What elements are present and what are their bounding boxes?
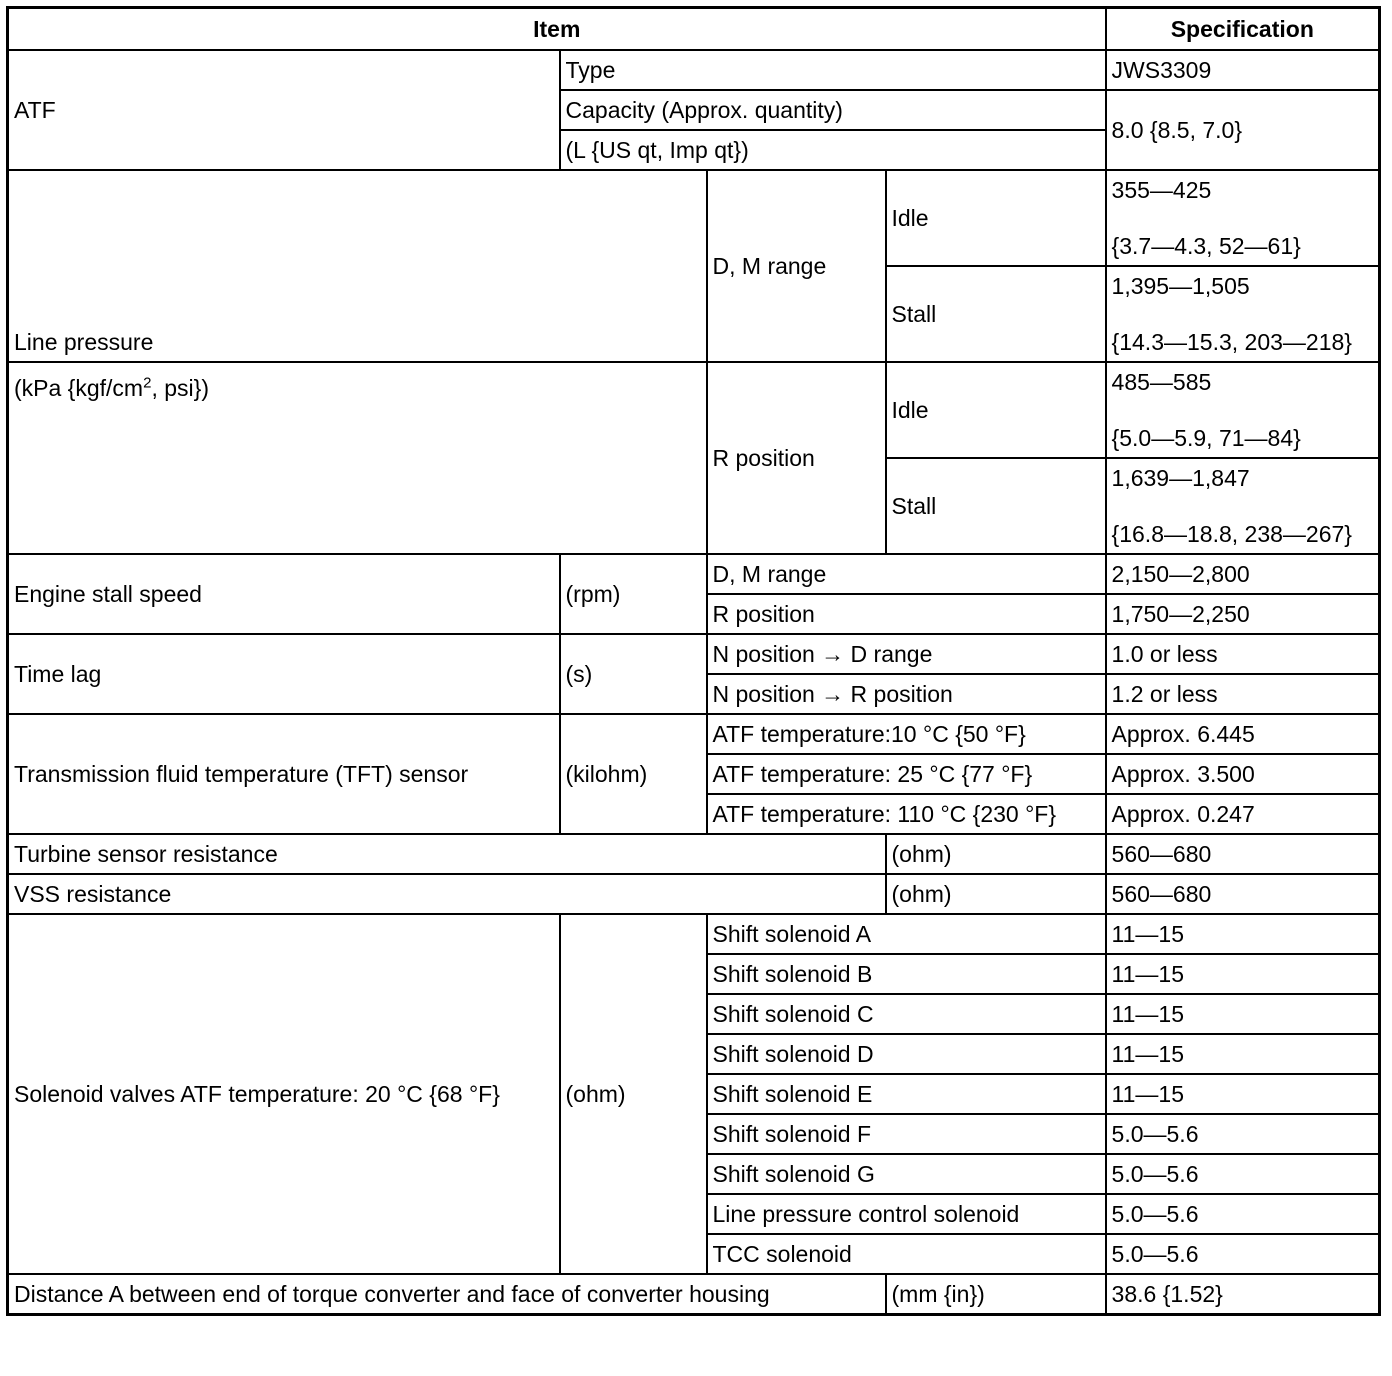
r-stall-value [1106, 458, 1380, 554]
solenoid-value: 11—15 [1106, 914, 1380, 954]
turbine-sensor-row [8, 834, 1380, 874]
line-pressure-label: Line pressure [8, 170, 707, 362]
stall-speed-row [8, 554, 1380, 594]
distance-label: Distance A between end of torque converter and face of converter housing [8, 1274, 886, 1314]
solenoid-name: Shift solenoid A [707, 914, 1106, 954]
header-row [8, 8, 1380, 51]
stall-speed-value: 2,150—2,800 [1106, 554, 1380, 594]
specification-table [6, 6, 1381, 1316]
line-pressure-unit-suffix: , psi}) [151, 375, 209, 401]
turbine-sensor-unit: (ohm) [886, 834, 1106, 874]
solenoid-value: 11—15 [1106, 1034, 1380, 1074]
dm-range-label: D, M range [707, 170, 886, 362]
solenoid-name: Shift solenoid B [707, 954, 1106, 994]
tft-sensor-unit: (kilohm) [560, 714, 707, 834]
line-pressure-r-idle-row [8, 362, 1380, 458]
solenoid-name: Shift solenoid D [707, 1034, 1106, 1074]
stall-speed-condition: D, M range [707, 554, 1106, 594]
atf-capacity-value: 8.0 {8.5, 7.0} [1106, 90, 1380, 170]
solenoid-name: Line pressure control solenoid [707, 1194, 1106, 1234]
atf-type-value: JWS3309 [1106, 50, 1380, 90]
solenoid-row [8, 914, 1380, 954]
time-lag-value: 1.0 or less [1106, 634, 1380, 674]
r-position-label: R position [707, 362, 886, 554]
dm-stall-value-kgf-psi: {14.3—15.3, 203—218} [1111, 329, 1352, 355]
stall-speed-label: Engine stall speed [8, 554, 560, 634]
tft-sensor-condition: ATF temperature:10 °C {50 °F} [707, 714, 1106, 754]
solenoid-name: Shift solenoid C [707, 994, 1106, 1034]
specification-sheet [6, 6, 1381, 1316]
tft-sensor-condition: ATF temperature: 110 °C {230 °F} [707, 794, 1106, 834]
atf-label: ATF [8, 50, 560, 170]
distance-row [8, 1274, 1380, 1314]
distance-value: 38.6 {1.52} [1106, 1274, 1380, 1314]
solenoid-value: 11—15 [1106, 954, 1380, 994]
time-lag-label: Time lag [8, 634, 560, 714]
r-idle-label: Idle [886, 362, 1106, 458]
solenoid-name: Shift solenoid G [707, 1154, 1106, 1194]
solenoid-name: Shift solenoid E [707, 1074, 1106, 1114]
r-stall-value-kpa: 1,639—1,847 [1111, 465, 1250, 491]
dm-stall-value [1106, 266, 1380, 362]
solenoid-value: 11—15 [1106, 1074, 1380, 1114]
tft-sensor-row [8, 714, 1380, 754]
dm-idle-value-kpa: 355—425 [1111, 177, 1212, 203]
solenoid-value: 11—15 [1106, 994, 1380, 1034]
time-lag-condition: N position → R position [707, 674, 1106, 714]
time-lag-value: 1.2 or less [1106, 674, 1380, 714]
dm-idle-label: Idle [886, 170, 1106, 266]
solenoid-value: 5.0—5.6 [1106, 1234, 1380, 1274]
r-idle-value-kpa: 485—585 [1111, 369, 1212, 395]
dm-idle-value-kgf-psi: {3.7—4.3, 52—61} [1111, 233, 1301, 259]
time-lag-condition: N position → D range [707, 634, 1106, 674]
tft-sensor-condition: ATF temperature: 25 °C {77 °F} [707, 754, 1106, 794]
time-lag-row [8, 634, 1380, 674]
stall-speed-condition: R position [707, 594, 1106, 634]
atf-type-label: Type [560, 50, 1106, 90]
solenoid-value: 5.0—5.6 [1106, 1154, 1380, 1194]
solenoid-value: 5.0—5.6 [1106, 1194, 1380, 1234]
line-pressure-unit-prefix: (kPa {kgf/cm [14, 375, 144, 401]
r-stall-value-kgf-psi: {16.8—18.8, 238—267} [1111, 521, 1352, 547]
r-idle-value [1106, 362, 1380, 458]
atf-capacity-label: Capacity (Approx. quantity) [560, 90, 1106, 130]
vss-unit: (ohm) [886, 874, 1106, 914]
distance-unit: (mm {in}) [886, 1274, 1106, 1314]
dm-stall-label: Stall [886, 266, 1106, 362]
turbine-sensor-value: 560—680 [1106, 834, 1380, 874]
stall-speed-value: 1,750—2,250 [1106, 594, 1380, 634]
solenoid-name: TCC solenoid [707, 1234, 1106, 1274]
turbine-sensor-label: Turbine sensor resistance [8, 834, 886, 874]
dm-idle-value [1106, 170, 1380, 266]
line-pressure-unit-sup: 2 [143, 374, 152, 392]
tft-sensor-value: Approx. 6.445 [1106, 714, 1380, 754]
solenoid-valves-unit: (ohm) [560, 914, 707, 1274]
solenoid-value: 5.0—5.6 [1106, 1114, 1380, 1154]
atf-type-row [8, 50, 1380, 90]
vss-row [8, 874, 1380, 914]
stall-speed-unit: (rpm) [560, 554, 707, 634]
tft-sensor-value: Approx. 3.500 [1106, 754, 1380, 794]
specification-header: Specification [1106, 8, 1380, 51]
time-lag-unit: (s) [560, 634, 707, 714]
vss-value: 560—680 [1106, 874, 1380, 914]
r-stall-label: Stall [886, 458, 1106, 554]
vss-label: VSS resistance [8, 874, 886, 914]
solenoid-name: Shift solenoid F [707, 1114, 1106, 1154]
atf-capacity-unit: (L {US qt, Imp qt}) [560, 130, 1106, 170]
line-pressure-unit [8, 362, 707, 554]
line-pressure-dm-idle-row [8, 170, 1380, 266]
tft-sensor-label: Transmission fluid temperature (TFT) sensor [8, 714, 560, 834]
tft-sensor-value: Approx. 0.247 [1106, 794, 1380, 834]
dm-stall-value-kpa: 1,395—1,505 [1111, 273, 1250, 299]
solenoid-valves-label: Solenoid valves ATF temperature: 20 °C {68 °F} [8, 914, 560, 1274]
r-idle-value-kgf-psi: {5.0—5.9, 71—84} [1111, 425, 1301, 451]
item-header: Item [8, 8, 1106, 51]
